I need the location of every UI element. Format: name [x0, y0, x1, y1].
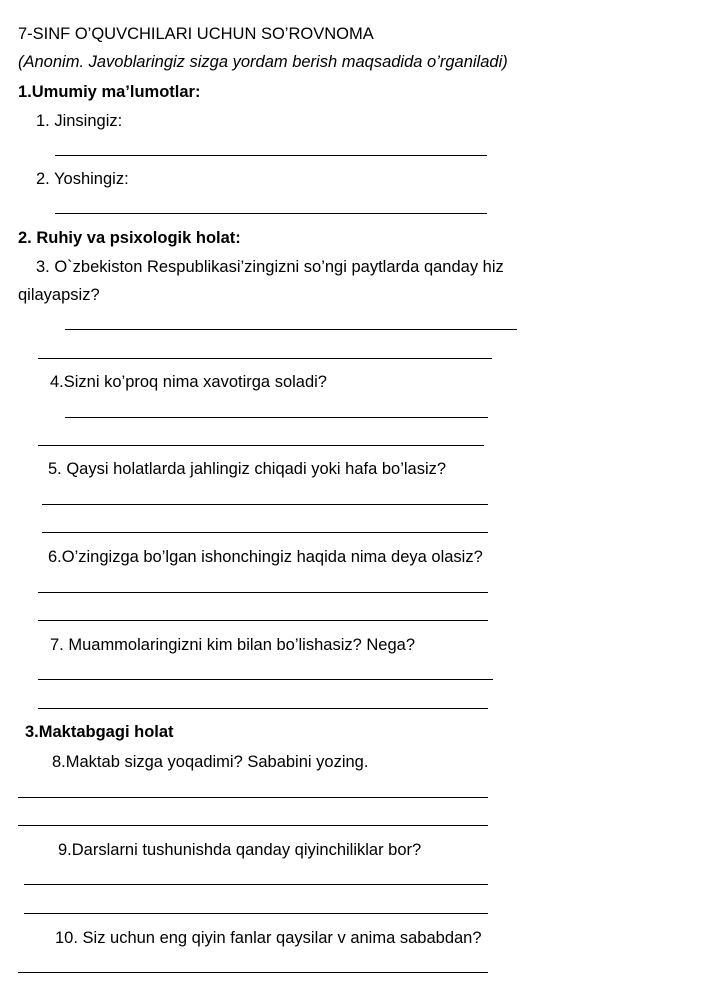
- answer-line-q6-b[interactable]: [38, 620, 488, 621]
- answer-line-q5-b[interactable]: [42, 532, 488, 533]
- answer-line-q6-a[interactable]: [38, 592, 488, 593]
- question-1: 1. Jinsingiz:: [36, 112, 123, 130]
- answer-line-q7-b[interactable]: [38, 708, 488, 709]
- answer-line-q5-a[interactable]: [42, 504, 488, 505]
- answer-line-q4-a[interactable]: [65, 417, 488, 418]
- answer-line-q4-b[interactable]: [38, 445, 484, 446]
- answer-line-q9-a[interactable]: [24, 884, 488, 885]
- answer-line-q8-a[interactable]: [18, 797, 488, 798]
- answer-line-q3-b[interactable]: [38, 358, 492, 359]
- section-heading-2: 2. Ruhiy va psixologik holat:: [18, 229, 241, 247]
- answer-line-q7-a[interactable]: [38, 679, 493, 680]
- page-subtitle: (Anonim. Javoblaringiz sizga yordam berish maqsadida o’rganiladi): [18, 53, 508, 71]
- question-2: 2. Yoshingiz:: [36, 170, 129, 188]
- answer-line-q10-a[interactable]: [18, 972, 488, 973]
- section-heading-1: 1.Umumiy ma’lumotlar:: [18, 83, 201, 101]
- question-4: 4.Sizni ko’proq nima xavotirga soladi?: [50, 373, 327, 391]
- question-10: 10. Siz uchun eng qiyin fanlar qaysilar v anima sababdan?: [55, 929, 482, 947]
- question-8: 8.Maktab sizga yoqadimi? Sababini yozing.: [52, 753, 369, 771]
- question-6: 6.O’zingizga bo’lgan ishonchingiz haqida nima deya olasiz?: [48, 548, 483, 566]
- answer-line-q9-b[interactable]: [24, 913, 488, 914]
- question-7: 7. Muammolaringizni kim bilan bo’lishasiz? Nega?: [50, 636, 415, 654]
- answer-line-q2-a[interactable]: [55, 213, 487, 214]
- answer-line-q1-a[interactable]: [55, 155, 487, 156]
- question-5: 5. Qaysi holatlarda jahlingiz chiqadi yoki hafa bo’lasiz?: [48, 460, 447, 478]
- question-9: 9.Darslarni tushunishda qanday qiyinchiliklar bor?: [58, 841, 422, 859]
- question-3-cont: qilayapsiz?: [18, 286, 100, 304]
- answer-line-q3-a[interactable]: [65, 329, 517, 330]
- page-title: 7-SINF O’QUVCHILARI UCHUN SO’ROVNOMA: [18, 25, 374, 43]
- question-3: 3. O`zbekiston Respublikasi’zingizni so’ngi paytlarda qanday hiz: [36, 258, 504, 276]
- section-heading-3: 3.Maktabgagi holat: [25, 723, 174, 741]
- answer-line-q8-b[interactable]: [18, 825, 488, 826]
